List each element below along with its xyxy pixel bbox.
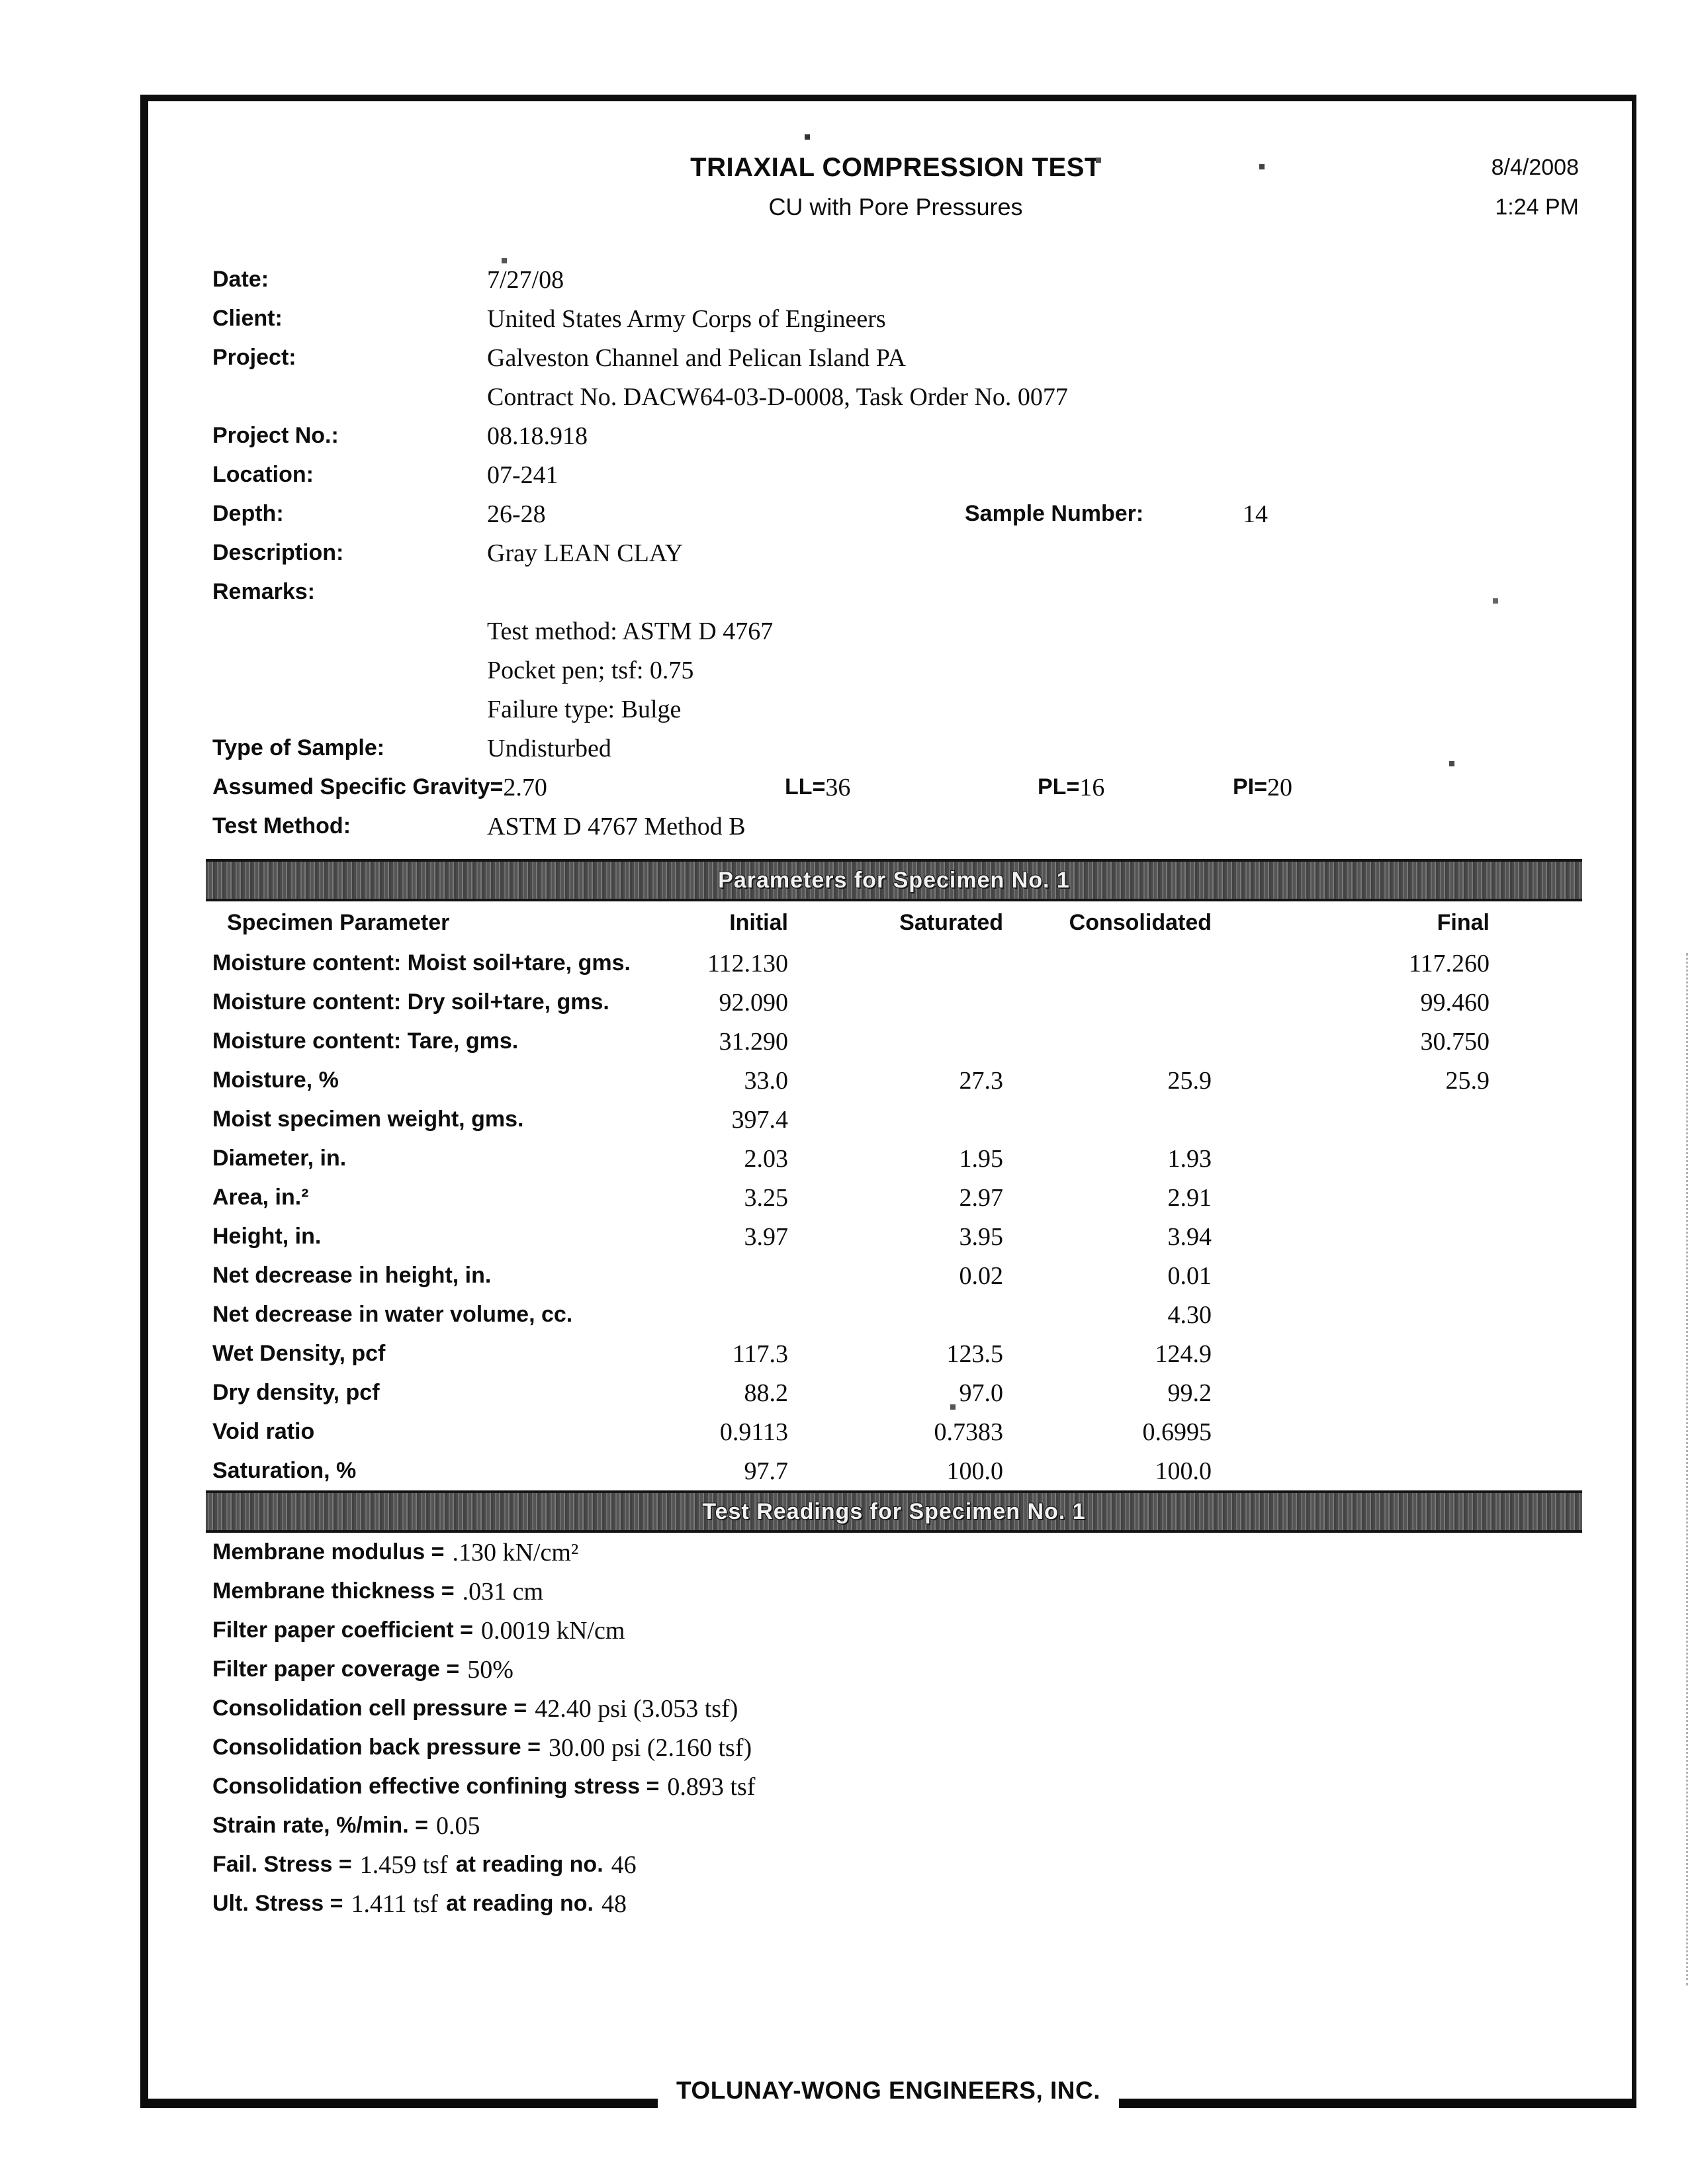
info-row-project-no <box>212 416 1579 455</box>
row-param: Area, in.² <box>212 1185 309 1210</box>
row-param: Moisture content: Tare, gms. <box>212 1028 519 1054</box>
print-time: 1:24 PM <box>1495 195 1579 220</box>
info-value: 7/27/08 <box>487 265 564 294</box>
row-param: Moisture content: Moist soil+tare, gms. <box>212 950 631 976</box>
info-row-test-method <box>212 807 1579 846</box>
info-label: Date: <box>212 267 269 292</box>
row-param: Diameter, in. <box>212 1146 347 1171</box>
info-value: United States Army Corps of Engineers <box>487 304 886 333</box>
scan-speckles <box>0 0 3 3</box>
cell-saturated: 3.95 <box>959 1222 1003 1251</box>
reading-label: Membrane modulus = <box>212 1539 445 1565</box>
reading-line <box>212 1806 1579 1845</box>
table-row <box>212 1451 1579 1490</box>
info-value: Undisturbed <box>487 734 611 762</box>
column-header: Initial <box>729 909 788 935</box>
cell-consolidated: 4.30 <box>1167 1300 1212 1329</box>
scanned-page-frame <box>140 95 1636 2104</box>
cell-final: 117.260 <box>1408 949 1490 978</box>
column-header: Final <box>1437 909 1490 935</box>
info-label: Project No.: <box>212 423 339 448</box>
info-value: ASTM D 4767 Method B <box>487 812 746 841</box>
info-row-description <box>212 533 1579 572</box>
row-param: Height, in. <box>212 1224 322 1249</box>
table-row <box>212 1139 1579 1178</box>
page-title: TRIAXIAL COMPRESSION TEST <box>690 152 1101 182</box>
reading-value: 50% <box>467 1655 513 1684</box>
info-label: Type of Sample: <box>212 735 385 760</box>
cell-initial: 33.0 <box>744 1066 788 1095</box>
parameters-table-header <box>212 901 1579 944</box>
row-param: Void ratio <box>212 1419 315 1444</box>
cell-consolidated: 0.6995 <box>1142 1418 1212 1446</box>
reading-label: Consolidation back pressure = <box>212 1735 541 1760</box>
reading-line <box>212 1728 1579 1767</box>
footer-rule-right <box>1119 2099 1636 2108</box>
cell-consolidated: 0.01 <box>1167 1261 1212 1290</box>
cell-initial: 117.3 <box>732 1340 788 1368</box>
info-value: Pocket pen; tsf: 0.75 <box>487 656 694 684</box>
plastic-limit: PL= 16 <box>1038 773 1105 801</box>
table-row <box>212 1217 1579 1256</box>
footer-rule-left <box>140 2099 658 2108</box>
info-row-project <box>212 338 1579 377</box>
cell-consolidated: 1.93 <box>1167 1144 1212 1173</box>
info-value: 07-241 <box>487 461 558 489</box>
row-param: Moisture content: Dry soil+tare, gms. <box>212 989 609 1015</box>
cell-initial: 88.2 <box>744 1379 788 1407</box>
reading-value: .031 cm <box>462 1577 544 1606</box>
info-row-client <box>212 299 1579 338</box>
cell-consolidated: 3.94 <box>1167 1222 1212 1251</box>
reading-line-fail-stress <box>212 1845 1579 1884</box>
cell-saturated: 0.7383 <box>934 1418 1003 1446</box>
reading-value: 0.05 <box>435 1811 480 1840</box>
reading-label: Consolidation cell pressure = <box>212 1696 527 1721</box>
info-label: Test Method: <box>212 813 351 839</box>
reading-value: 0.0019 kN/cm <box>480 1616 625 1645</box>
table-row <box>212 1100 1579 1139</box>
cell-saturated: 0.02 <box>959 1261 1003 1290</box>
info-row-depth <box>212 494 1579 533</box>
table-row <box>212 1022 1579 1061</box>
info-value: Failure type: Bulge <box>487 695 682 723</box>
column-header: Specimen Parameter <box>227 909 450 935</box>
reading-line <box>212 1689 1579 1728</box>
reading-value: 1.411 tsf <box>351 1889 439 1918</box>
scan-artifact-streak <box>1686 953 1688 1985</box>
row-param: Wet Density, pcf <box>212 1341 386 1366</box>
cell-saturated: 1.95 <box>959 1144 1003 1173</box>
reading-line <box>212 1572 1579 1611</box>
info-value: Contract No. DACW64-03-D-0008, Task Order No. 0077 <box>487 383 1068 411</box>
reading-line <box>212 1533 1579 1572</box>
print-stamp <box>1492 148 1579 227</box>
info-label: Project: <box>212 345 296 370</box>
reading-value: .130 kN/cm² <box>452 1538 579 1567</box>
cell-consolidated: 99.2 <box>1167 1379 1212 1407</box>
cell-saturated: 2.97 <box>959 1183 1003 1212</box>
info-row-sample-type <box>212 729 1579 768</box>
sample-number-label: Sample Number: <box>965 501 1144 526</box>
row-param: Net decrease in height, in. <box>212 1263 492 1288</box>
reading-label: Membrane thickness = <box>212 1578 455 1604</box>
document-header <box>212 148 1579 227</box>
readings-banner <box>206 1490 1582 1533</box>
reading-value: 30.00 psi (2.160 tsf) <box>548 1733 752 1762</box>
plasticity-index: PI= 20 <box>1233 773 1292 801</box>
reading-label: Ult. Stress = <box>212 1891 343 1916</box>
info-row-location <box>212 455 1579 494</box>
cell-initial: 31.290 <box>719 1027 788 1056</box>
info-label: Client: <box>212 306 283 331</box>
info-value: Gray LEAN CLAY <box>487 539 684 567</box>
table-row <box>212 1373 1579 1412</box>
table-row <box>212 1412 1579 1451</box>
info-row-atterberg <box>212 768 1579 807</box>
gravity-label: Assumed Specific Gravity= <box>212 774 504 799</box>
print-date: 8/4/2008 <box>1491 155 1579 180</box>
row-param: Saturation, % <box>212 1458 357 1483</box>
reading-line <box>212 1650 1579 1689</box>
cell-initial: 397.4 <box>731 1105 788 1134</box>
table-row <box>212 1178 1579 1217</box>
cell-consolidated: 124.9 <box>1155 1340 1212 1368</box>
info-value: Test method: ASTM D 4767 <box>487 617 774 645</box>
table-row <box>212 1295 1579 1334</box>
cell-initial: 0.9113 <box>719 1418 788 1446</box>
page-subtitle: CU with Pore Pressures <box>768 193 1023 220</box>
cell-initial: 97.7 <box>744 1457 788 1485</box>
parameters-banner <box>206 859 1582 901</box>
info-value: Galveston Channel and Pelican Island PA <box>487 343 906 372</box>
reading-label: Filter paper coverage = <box>212 1657 460 1682</box>
info-row-pocket-pen <box>212 651 1579 690</box>
info-value: 26-28 <box>487 500 546 528</box>
column-header: Consolidated <box>1069 909 1212 935</box>
readings-banner-title: Test Readings for Specimen No. 1 <box>702 1498 1086 1524</box>
table-row <box>212 944 1579 983</box>
row-param: Net decrease in water volume, cc. <box>212 1302 573 1327</box>
cell-saturated: 123.5 <box>946 1340 1003 1368</box>
company-name: TOLUNAY-WONG ENGINEERS, INC. <box>676 2077 1101 2104</box>
reading-suffix-value: 46 <box>611 1850 637 1879</box>
liquid-limit: LL= 36 <box>785 773 851 801</box>
reading-line <box>212 1767 1579 1806</box>
reading-suffix-label: at reading no. <box>446 1891 594 1916</box>
reading-label: Strain rate, %/min. = <box>212 1813 428 1838</box>
cell-saturated: 100.0 <box>946 1457 1003 1485</box>
reading-label: Fail. Stress = <box>212 1852 352 1877</box>
row-param: Moisture, % <box>212 1068 339 1093</box>
info-row-remarks <box>212 572 1579 612</box>
info-value: 08.18.918 <box>487 422 588 450</box>
parameters-banner-title: Parameters for Specimen No. 1 <box>718 867 1070 893</box>
row-param: Dry density, pcf <box>212 1380 380 1405</box>
info-label: Depth: <box>212 501 284 526</box>
sample-number-value: 14 <box>1243 500 1268 528</box>
cell-consolidated: 2.91 <box>1167 1183 1212 1212</box>
cell-saturated: 97.0 <box>959 1379 1003 1407</box>
table-row <box>212 1334 1579 1373</box>
cell-initial: 112.130 <box>707 949 788 978</box>
cell-initial: 3.25 <box>744 1183 788 1212</box>
cell-saturated: 27.3 <box>959 1066 1003 1095</box>
cell-final: 30.750 <box>1420 1027 1490 1056</box>
reading-value: 42.40 psi (3.053 tsf) <box>535 1694 738 1723</box>
spacer <box>212 227 1579 260</box>
row-param: Moist specimen weight, gms. <box>212 1107 524 1132</box>
cell-initial: 3.97 <box>744 1222 788 1251</box>
reading-suffix-value: 48 <box>602 1889 627 1918</box>
column-header: Saturated <box>899 909 1003 935</box>
info-label: Description: <box>212 540 344 565</box>
cell-initial: 92.090 <box>719 988 788 1017</box>
gravity-value: 2.70 <box>503 773 547 801</box>
reading-label: Consolidation effective confining stress = <box>212 1774 660 1799</box>
reading-suffix-label: at reading no. <box>455 1852 603 1877</box>
page-content <box>148 101 1632 2104</box>
reading-line-ult-stress <box>212 1884 1579 1923</box>
table-row <box>212 1061 1579 1100</box>
cell-final: 25.9 <box>1445 1066 1490 1095</box>
info-row-date <box>212 260 1579 299</box>
cell-final: 99.460 <box>1420 988 1490 1017</box>
info-row-test-method-remark <box>212 612 1579 651</box>
page-footer <box>140 2076 1636 2108</box>
reading-value: 0.893 tsf <box>667 1772 756 1801</box>
info-row-failure-type <box>212 690 1579 729</box>
table-row <box>212 983 1579 1022</box>
cell-initial: 2.03 <box>744 1144 788 1173</box>
info-label: Location: <box>212 462 314 487</box>
info-row-contract <box>212 377 1579 416</box>
table-row <box>212 1256 1579 1295</box>
cell-consolidated: 25.9 <box>1167 1066 1212 1095</box>
reading-label: Filter paper coefficient = <box>212 1617 473 1643</box>
info-label: Remarks: <box>212 579 315 604</box>
cell-consolidated: 100.0 <box>1155 1457 1212 1485</box>
reading-value: 1.459 tsf <box>359 1850 448 1879</box>
reading-line <box>212 1611 1579 1650</box>
